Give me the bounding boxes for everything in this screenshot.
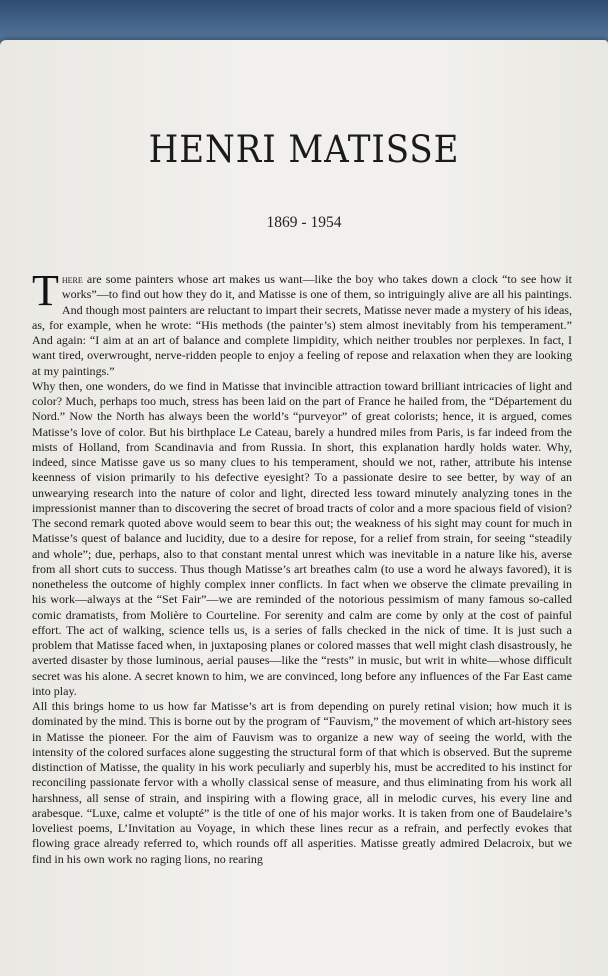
body-text [32,266,572,867]
paragraph-2: Why then, one wonders, do we find in Matisse that invincible attraction toward brilliant intricacies of light and color? Much, perhaps too much, stress has been laid on the part of France he hailed from, the “Département du Nord.” Now the North has always been the world’s “purveyor” of great colorists; hence, it is argued, comes Matisse’s love of color. But his birthplace Le Cateau, barely a hundred miles from Paris, is far indeed from the mists of Holland, from Scandinavia and from Russia. In short, this explanation hardly holds water. Why, indeed, since Matisse gave us so many clues to his temperament, should we not, rather, attribute his intense keenness of vision primarily to his defective eyesight? To a passionate desire to see better, by way of an unwearying research into the nature of color and light, directed less toward minutely analyzing tones in the impressionist manner than to discovering the secret of broad tracts of color and a more spacious field of vision? The second remark quoted above would seem to bear this out; the weakness of his sight may count for much in Matisse’s quest of balance and lucidity, due to a desire for repose, for a relief from strain, for seeing “steadily and whole”; due, perhaps, also to that constant mental unrest which was inevitable in a nature like his, averse from all short cuts to success. Thus though Matisse’s art breathes calm (to use a word he always favored), it is nonetheless the outcome of highly complex inner conflicts. In fact when we observe the climate prevailing in his work—always at the “Set Fair”—we are reminded of the notorious pessimism of many famous so-called comic dramatists, from Molière to Courteline. For serenity and calm are come by only at the cost of painful effort. The act of walking, science tells us, is a series of falls checked in the nick of time. It is just such a problem that Matisse faced when, in juxtaposing planes or colored masses that well might clash disastrously, he averted disaster by those luminous, aerial pauses—like the “rests” in music, but writ in white—whose difficult secret was his alone. A secret known to him, we are convinced, long before any influences of the Far East came into play. [32,378,572,698]
page-title: HENRI MATISSE [148,128,460,171]
drop-cap: T [32,266,59,315]
life-years: 1869 - 1954 [266,214,342,231]
lead-word: here [61,272,83,286]
paragraph-3: All this brings home to us how far Matisse’s art is from depending on purely retinal vision; how much it is dominated by the mind. This is borne out by the program of “Fauvism,” the movement of which art-history sees in Matisse the pioneer. For the aim of Fauvism was to organize a new way of seeing the world, with the intensity of the colored surfaces alone suggesting the structural form of that which is observed. But the supreme distinction of Matisse, the quality in his work peculiarly and superbly his, must be accredited to his instinct for reconciling passionate fervor with a wholly classical sense of measure, and thus eliminating from his work all harshness, all sense of strain, and inspiring with a flowing grace, all in melodic curves, his every line and arabesque. “Luxe, calme et volupté” is the title of one of his major works. It is taken from one of Baudelaire’s loveliest poems, L’Invitation au Voyage, in which these lines recur as a refrain, and perfectly evokes that flowing grace already referred to, which rounds off all asperities. Matisse greatly admired Delacroix, but we find in his own work no raging lions, no rearing [32,699,572,866]
paragraph-1 [32,266,572,379]
paragraph-1-text: are some painters whose art makes us want—like the boy who takes down a clock “to see how it works”—to find out how they do it, and Matisse is one of them, so intriguingly alive are all his paintings. And though most painters are reluctant to impart their secrets, Matisse never made a mystery of his ideas, as, for example, when he wrote: “His methods (the painter’s) stem almost inevitably from his temperament.” And again: “I aim at an art of balance and complete limpidity, which neither troubles nor perplexes. In fact, I want tired, overwrought, nerve-ridden people to enjoy a feeling of repose and relaxation when they are looking at my paintings.” [32,272,572,378]
